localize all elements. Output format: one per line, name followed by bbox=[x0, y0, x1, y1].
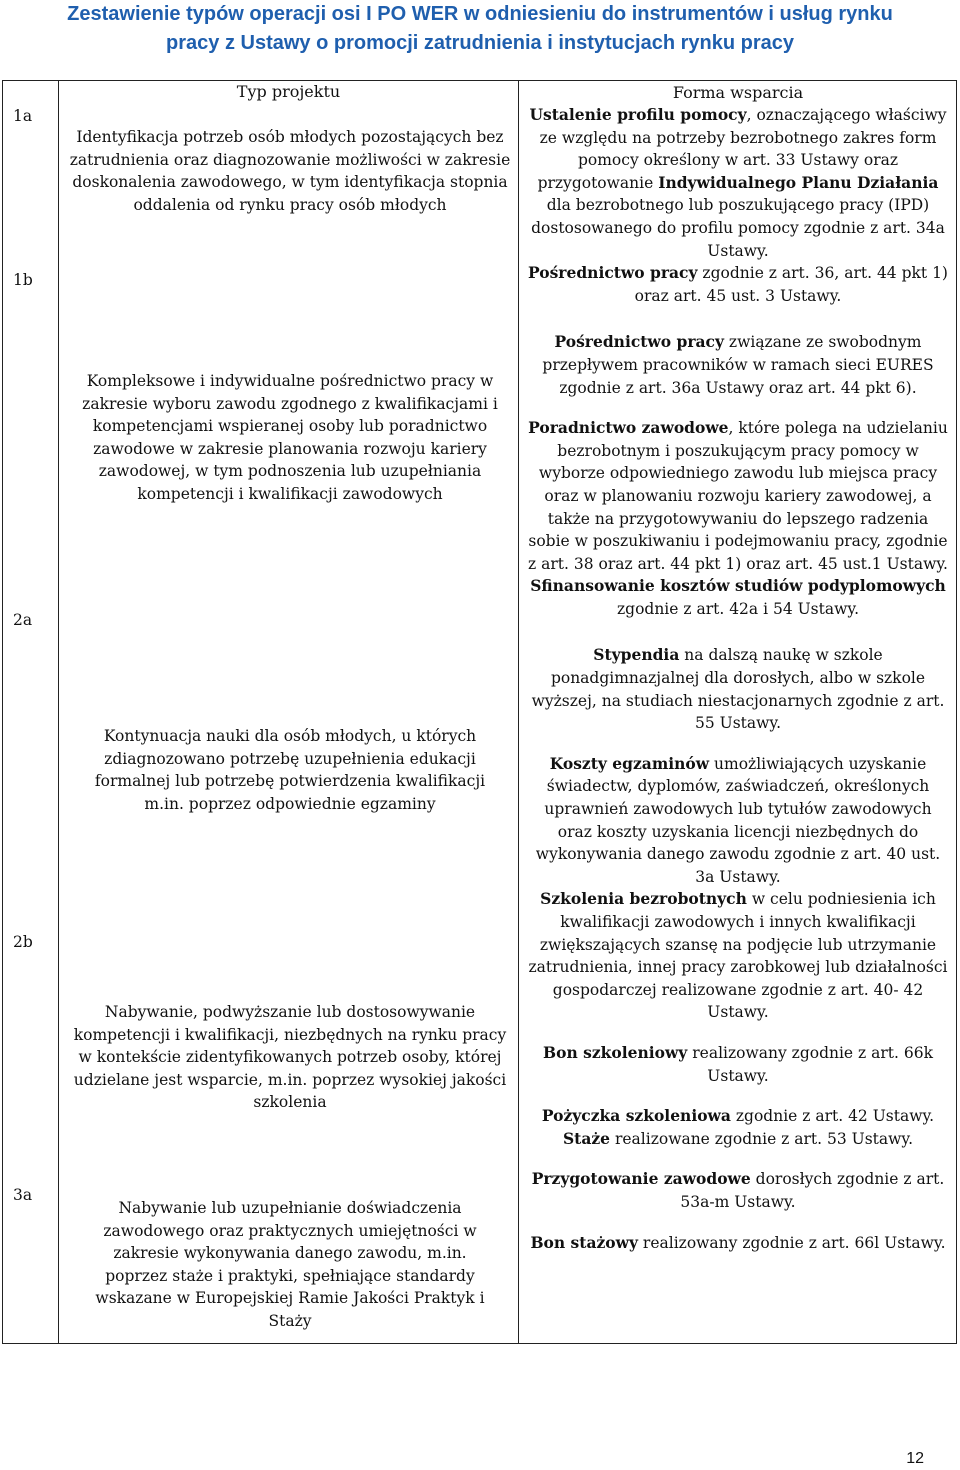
row-number: 1b bbox=[13, 271, 33, 289]
support-form-item: Bon stażowy realizowany zgodnie z art. 66l Ustawy. bbox=[530, 1232, 946, 1252]
support-form-item: Ustalenie profilu pomocy, oznaczającego właściwy ze względu na potrzeby bezrobotnego zakres form pomocy określony w art. 33 Ustawy oraz przygotowanie Indywidualnego Planu Działania dla bezrobotnego lub poszukującego pracy (IPD) dostosowanego do profilu pomocy zgodnie z art. 34a Ustawy. bbox=[529, 105, 947, 260]
support-form-item: Bon szkoleniowy realizowany zgodnie z art. 66k Ustawy. bbox=[543, 1042, 933, 1085]
operations-table bbox=[2, 80, 957, 1344]
support-form-item: Stypendia na dalszą naukę w szkole ponadgimnazjalnej dla dorosłych, albo w szkole wyższej, na studiach niestacjonarnych zgodnie z art. 55 Ustawy. bbox=[531, 645, 945, 733]
support-form-item: Pośrednictwo pracy zgodnie z art. 36, art. 44 pkt 1) oraz art. 45 ust. 3 Ustawy. bbox=[528, 263, 948, 305]
support-form-item: Sfinansowanie kosztów studiów podyplomowych zgodnie z art. 42a i 54 Ustawy. bbox=[530, 576, 946, 618]
support-form-item: Staże realizowane zgodnie z art. 53 Ustawy. bbox=[562, 1128, 914, 1148]
project-cell: Nabywanie, podwyższanie lub dostosowywanie kompetencji i kwalifikacji, niezbędnych na rynku pracy w kontekście zidentyfikowanych potrzeb osoby, której udzielane jest wsparcie, m.in. poprzez wysokiej jakości szkolenia bbox=[73, 1003, 507, 1112]
row-number: 3a bbox=[13, 1186, 33, 1204]
project-cell: Kontynuacja nauki dla osób młodych, u których zdiagnozowano potrzebę uzupełnienia edukacji formalnej lub potrzebę potwierdzenia kwalifikacji m.in. poprzez odpowiednie egzaminy bbox=[94, 727, 486, 813]
support-form-item: Pośrednictwo pracy związane ze swobodnym przepływem pracowników w ramach sieci EURES zgodnie z art. 36a Ustawy oraz art. 44 pkt 6). bbox=[542, 332, 934, 397]
support-form-item: Koszty egzaminów umożliwiających uzyskanie świadectw, dyplomów, zaświadczeń, określonych uprawnień zawodowych lub tytułów zawodowych oraz koszty uzyskania licencji niezbędnych do wykonywania danego zawodu zgodnie z art. 40 ust. 3a Ustawy. bbox=[535, 753, 941, 886]
support-form-item: Poradnictwo zawodowe, które polega na udzielaniu bezrobotnym i poszukującym pracy pomocy w wyborze odpowiedniego zawodu lub miejsca pracy oraz w planowaniu rozwoju kariery zawodowej, a także na przygotowywaniu do lepszego radzenia sobie w poszukiwaniu i podejmowaniu pracy, zgodnie z art. 38 oraz art. 44 pkt 1) oraz art. 45 ust.1 Ustawy. bbox=[528, 418, 948, 573]
header-support-form: Forma wsparcia bbox=[672, 83, 804, 102]
header-project-type: Typ projektu bbox=[236, 82, 341, 101]
page-number: 12 bbox=[906, 1450, 924, 1467]
support-form-item: Pożyczka szkoleniowa zgodnie z art. 42 Ustawy. bbox=[541, 1106, 935, 1126]
project-cell: Nabywanie lub uzupełnianie doświadczenia zawodowego oraz praktycznych umiejętności w zakresie wykonywania danego zawodu, m.in. poprzez staże i praktyki, spełniające standardy wskazane w Europejskiej Ramie Jakości Praktyk i Staży bbox=[95, 1199, 485, 1330]
project-cell: Identyfikacja potrzeb osób młodych pozostających bez zatrudnienia oraz diagnozowanie możliwości w zakresie doskonalenia zawodowego, w tym identyfikacja stopnia oddalenia od rynku pracy osób młodych bbox=[69, 128, 511, 214]
row-number: 2b bbox=[13, 933, 33, 951]
row-number: 1a bbox=[13, 107, 33, 125]
page-title: Zestawienie typów operacji osi I PO WER w odniesieniu do instrumentów i usług rynku pracy z Ustawy o promocji zatrudnienia i instytucjach rynku pracy bbox=[67, 3, 893, 54]
support-form-item: Przygotowanie zawodowe dorosłych zgodnie z art. 53a-m Ustawy. bbox=[531, 1169, 945, 1211]
support-forms-cell bbox=[525, 104, 951, 1254]
support-form-item: Szkolenia bezrobotnych w celu podniesienia ich kwalifikacji zawodowych i innych kwalifikacji zwiększających szansę na podjęcie lub utrzymanie zatrudnienia, innej pracy zarobkowej lub działalności gospodarczej realizowane zgodnie z art. 40- 42 Ustawy. bbox=[528, 889, 948, 1022]
column-divider bbox=[58, 81, 59, 1343]
column-divider bbox=[518, 81, 519, 1343]
project-cell: Kompleksowe i indywidualne pośrednictwo pracy w zakresie wyboru zawodu zgodnego z kwalifikacjami i kompetencjami wspieranej osoby lub poradnictwo zawodowe w zakresie planowania rozwoju kariery zawodowej, w tym podnoszenia lub uzupełniania kompetencji i kwalifikacji zawodowych bbox=[82, 372, 498, 503]
row-number: 2a bbox=[13, 611, 33, 629]
